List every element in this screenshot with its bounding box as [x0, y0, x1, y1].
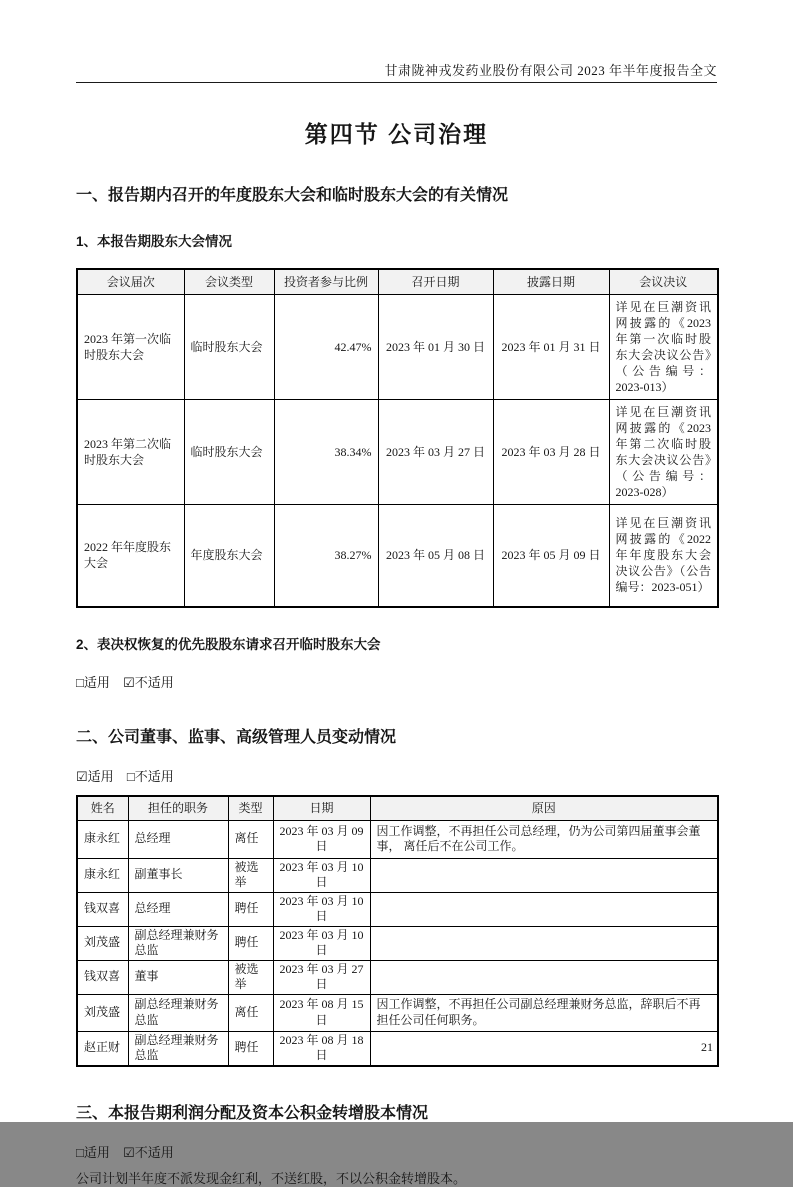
cell-convening-date: 2023 年 01 月 30 日	[378, 294, 493, 399]
profit-distribution-note: 公司计划半年度不派发现金红利，不送红股，不以公积金转增股本。	[76, 1170, 467, 1186]
applicability-line	[76, 1142, 717, 1161]
cell-meeting-session: 2023 年第一次临时股东大会	[77, 294, 184, 399]
cell-investor-participation: 38.34%	[274, 399, 378, 504]
cell-type: 聘任	[228, 892, 273, 926]
cell-type: 被选举	[228, 960, 273, 994]
report-header: 甘肃陇神戎发药业股份有限公司 2023 年半年度报告全文	[76, 0, 717, 83]
cell-meeting-resolution: 详见在巨潮资讯网披露的《2023 年第一次临时股东大会决议公告》（公告编号：2023-013）	[609, 294, 718, 399]
cell-meeting-session: 2023 年第二次临时股东大会	[77, 399, 184, 504]
table-row	[77, 504, 718, 607]
cell-position: 总经理	[128, 892, 228, 926]
table-row	[77, 1031, 718, 1066]
table-row	[77, 294, 718, 399]
cell-meeting-type: 年度股东大会	[184, 504, 274, 607]
cell-name: 钱双喜	[77, 892, 128, 926]
table-row	[77, 994, 718, 1031]
cell-convening-date: 2023 年 05 月 08 日	[378, 504, 493, 607]
column-header-meeting-type: 会议类型	[184, 269, 274, 294]
checkbox-not-applicable-checked-icon: ☑不适用	[123, 675, 174, 690]
cell-date: 2023 年 08 月 15 日	[273, 994, 370, 1031]
column-header-name: 姓名	[77, 796, 128, 820]
cell-meeting-resolution: 详见在巨潮资讯网披露的《2023 年第二次临时股东大会决议公告》（公告编号：2023-028）	[609, 399, 718, 504]
cell-reason	[370, 1031, 718, 1066]
section-1-sub-1-heading: 1、本报告期股东大会情况	[76, 234, 233, 249]
cell-name: 康永红	[77, 820, 128, 858]
applicability-line	[76, 672, 717, 691]
table-row	[77, 820, 718, 858]
cell-date: 2023 年 03 月 09 日	[273, 820, 370, 858]
checkbox-applicable-checked-icon: ☑适用	[76, 769, 114, 784]
cell-meeting-type: 临时股东大会	[184, 294, 274, 399]
column-header-type: 类型	[228, 796, 273, 820]
cell-meeting-type: 临时股东大会	[184, 399, 274, 504]
cell-meeting-session: 2022 年年度股东大会	[77, 504, 184, 607]
section-3-heading: 三、本报告期利润分配及资本公积金转增股本情况	[76, 1104, 429, 1122]
cell-name: 赵正财	[77, 1031, 128, 1066]
column-header-meeting-session: 会议届次	[77, 269, 184, 294]
section-2-heading: 二、公司董事、监事、高级管理人员变动情况	[76, 729, 397, 746]
cell-type: 聘任	[228, 1031, 273, 1066]
cell-position: 副总经理兼财务总监	[128, 994, 228, 1031]
page-title: 第四节 公司治理	[304, 121, 489, 147]
section-1-sub-2-heading: 2、表决权恢复的优先股股东请求召开临时股东大会	[76, 637, 381, 652]
cell-meeting-resolution: 详见在巨潮资讯网披露的《2022 年年度股东大会决议公告》（公告编号：2023-051）	[609, 504, 718, 607]
cell-date: 2023 年 08 月 18 日	[273, 1031, 370, 1066]
cell-reason: 因工作调整，不再担任公司总经理，仍为公司第四届董事会董事， 离任后不在公司工作。	[370, 820, 718, 858]
column-header-reason: 原因	[370, 796, 718, 820]
cell-reason	[370, 858, 718, 892]
cell-date: 2023 年 03 月 10 日	[273, 892, 370, 926]
cell-type: 聘任	[228, 926, 273, 960]
column-header-convening-date: 召开日期	[378, 269, 493, 294]
cell-reason	[370, 926, 718, 960]
cell-name: 钱双喜	[77, 960, 128, 994]
management-changes-table	[76, 795, 719, 1067]
cell-position: 总经理	[128, 820, 228, 858]
cell-date: 2023 年 03 月 27 日	[273, 960, 370, 994]
shareholder-meetings-table	[76, 268, 719, 608]
cell-name: 刘茂盛	[77, 994, 128, 1031]
cell-investor-participation: 38.27%	[274, 504, 378, 607]
cell-position: 副董事长	[128, 858, 228, 892]
page-number: 21	[701, 1040, 713, 1054]
cell-reason: 因工作调整，不再担任公司副总经理兼财务总监，辞职后不再担任公司任何职务。	[370, 994, 718, 1031]
table-row	[77, 892, 718, 926]
column-header-investor-participation: 投资者参与比例	[274, 269, 378, 294]
cell-type: 离任	[228, 994, 273, 1031]
cell-disclosure-date: 2023 年 01 月 31 日	[493, 294, 609, 399]
cell-disclosure-date: 2023 年 03 月 28 日	[493, 399, 609, 504]
column-header-position: 担任的职务	[128, 796, 228, 820]
applicability-line	[76, 766, 717, 785]
checkbox-not-applicable-checked-icon: ☑不适用	[123, 1144, 174, 1160]
cell-position: 副总经理兼财务总监	[128, 926, 228, 960]
cell-disclosure-date: 2023 年 05 月 09 日	[493, 504, 609, 607]
cell-type: 被选举	[228, 858, 273, 892]
cell-date: 2023 年 03 月 10 日	[273, 858, 370, 892]
cell-reason	[370, 892, 718, 926]
checkbox-applicable-unchecked-icon: □适用	[76, 1144, 110, 1160]
column-header-date: 日期	[273, 796, 370, 820]
cell-type: 离任	[228, 820, 273, 858]
column-header-disclosure-date: 披露日期	[493, 269, 609, 294]
cell-position: 副总经理兼财务总监	[128, 1031, 228, 1066]
cell-reason	[370, 960, 718, 994]
table-row	[77, 858, 718, 892]
table-header-row	[77, 796, 718, 820]
checkbox-applicable-unchecked-icon: □适用	[76, 675, 110, 690]
cell-name: 康永红	[77, 858, 128, 892]
table-row	[77, 960, 718, 994]
table-row	[77, 926, 718, 960]
cell-name: 刘茂盛	[77, 926, 128, 960]
cell-investor-participation: 42.47%	[274, 294, 378, 399]
section-1-heading: 一、报告期内召开的年度股东大会和临时股东大会的有关情况	[76, 187, 509, 204]
cell-position: 董事	[128, 960, 228, 994]
cell-convening-date: 2023 年 03 月 27 日	[378, 399, 493, 504]
cell-date: 2023 年 03 月 10 日	[273, 926, 370, 960]
table-header-row	[77, 269, 718, 294]
table-row	[77, 399, 718, 504]
checkbox-not-applicable-unchecked-icon: □不适用	[126, 769, 174, 784]
column-header-meeting-resolution: 会议决议	[609, 269, 718, 294]
